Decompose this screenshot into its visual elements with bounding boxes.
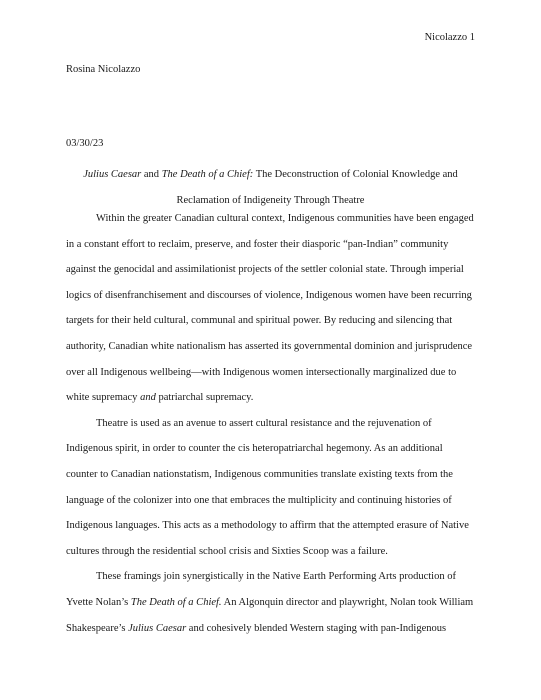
emphasis-and: and [140,392,156,404]
paragraph-line: cultures through the residential school crisis and Sixties Scoop was a failure. [66,545,388,557]
paragraph-line: language of the colonizer into one that embraces the multiplicity and continuing histories of [66,494,452,506]
paragraph-line: in a constant effort to reclaim, preserve, and foster their diasporic “pan-Indian” community [66,238,449,250]
paragraph-line [66,616,475,642]
title-line-1-rest: The Deconstruction of Colonial Knowledge and [253,169,458,180]
author-name: Rosina Nicolazzo [66,64,141,75]
essay-body [66,206,475,641]
paragraph-line: These framings join synergistically in the Native Earth Performing Arts production of [96,571,456,583]
paragraph-line [66,590,475,616]
title-line-1 [66,162,475,188]
text-run: patriarchal supremacy. [155,392,254,404]
paragraph-line: Indigenous languages. This acts as a methodology to affirm that the attempted erasure of Native [66,520,469,532]
paragraph-line: counter to Canadian nationstatism, Indigenous communities translate existing texts from the [66,468,453,480]
play-title-death-of-a-chief: The Death of a Chief. [130,596,222,608]
paragraph-1 [66,206,475,411]
text-run: Shakespeare’s [66,622,129,634]
paragraph-line: logics of disenfranchisement and discourses of violence, Indigenous women have been recurring [66,289,472,301]
paragraph-line: Within the greater Canadian cultural context, Indigenous communities have been engaged [96,213,474,224]
paragraph-2 [66,411,475,565]
paragraph-line: authority, Canadian white nationalism has asserted its governmental dominion and jurisprudence [66,340,473,352]
paragraph-line: Theatre is used as an avenue to assert cultural resistance and the rejuvenation of [96,417,432,429]
paragraph-3 [66,564,475,641]
document-date: 03/30/23 [66,138,104,149]
running-header: Nicolazzo 1 [424,32,475,43]
paragraph-line [66,385,475,411]
title-and: and [141,169,162,180]
paragraph-line: Indigenous spirit, in order to counter the cis heteropatriarchal hegemony. As an additional [66,443,443,455]
title-italic-julius-caesar: Julius Caesar [83,169,142,180]
text-run: white supremacy [66,392,141,404]
paragraph-line: against the genocidal and assimilationist projects of the settler colonial state. Through imperial [66,264,464,276]
title-line-2: Reclamation of Indigeneity Through Theatre [176,195,365,206]
play-title-julius-caesar: Julius Caesar [128,622,187,634]
text-run: and cohesively blended Western staging with pan-Indigenous [186,622,447,634]
text-run: Yvette Nolan’s [66,596,131,608]
title-italic-death-of-a-chief: The Death of a Chief: [161,169,254,180]
paragraph-line: targets for their held cultural, communal and spiritual power. By reducing and silencing that [66,315,453,327]
paragraph-line: over all Indigenous wellbeing—with Indigenous women intersectionally marginalized due to [66,366,457,378]
text-run: An Algonquin director and playwright, Nolan took William [221,596,474,608]
